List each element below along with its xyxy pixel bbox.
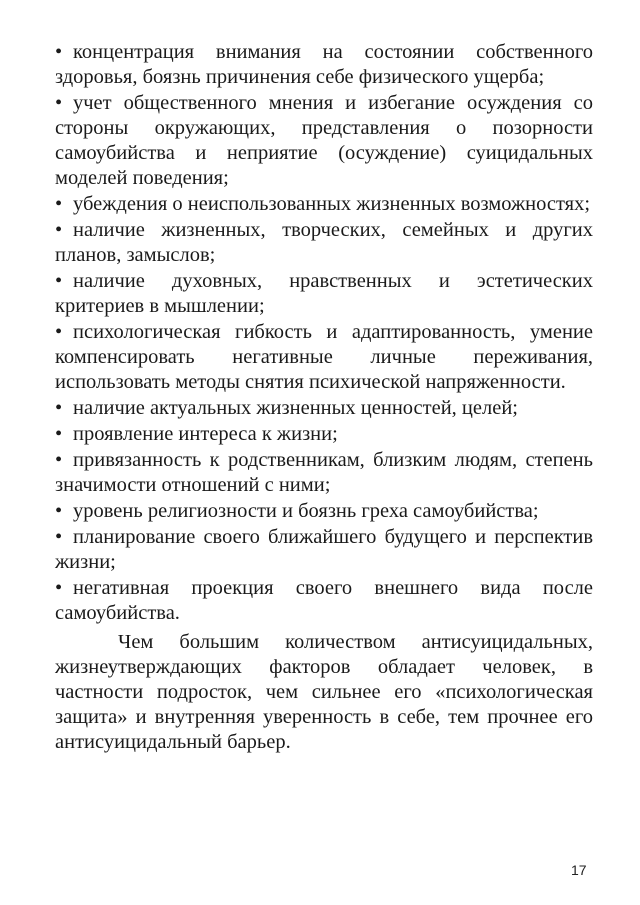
list-item-text: негативная проекция своего внешнего вида после самоубийства. <box>55 577 593 624</box>
list-item <box>55 576 593 626</box>
list-item <box>55 269 593 319</box>
bullet-icon: • <box>55 397 63 419</box>
bullet-icon: • <box>55 270 63 292</box>
list-item-text: психологическая гибкость и адаптированность, умение компенсировать негативные личные переживания, использовать методы снятия психической напряженности. <box>55 321 593 393</box>
bullet-icon: • <box>55 92 63 114</box>
bullet-icon: • <box>55 500 63 522</box>
bullet-icon: • <box>55 449 63 471</box>
list-item <box>55 396 593 421</box>
list-item <box>55 40 593 90</box>
body-paragraph: Чем большим количеством антисуицидальных, жизнеутверждающих факторов обладает человек, в частности подросток, чем сильнее его «психологическая защита» и внутренняя уверенность в себе, тем прочнее его антисуицидальный барьер. <box>55 631 593 753</box>
list-item <box>55 499 593 524</box>
bullet-icon: • <box>55 193 63 215</box>
bullet-icon: • <box>55 321 63 343</box>
list-item-text: наличие духовных, нравственных и эстетических критериев в мышлении; <box>55 270 593 317</box>
list-item <box>55 218 593 268</box>
bullet-icon: • <box>55 41 63 63</box>
list-item-text: уровень религиозности и боязнь греха самоубийства; <box>73 500 539 522</box>
bullet-icon: • <box>55 219 63 241</box>
list-item-text: привязанность к родственникам, близким людям, степень значимости отношений с ними; <box>55 449 593 496</box>
list-item-text: наличие жизненных, творческих, семейных и других планов, замыслов; <box>55 219 593 266</box>
bullet-icon: • <box>55 526 63 548</box>
bullet-icon: • <box>55 423 63 445</box>
list-item <box>55 320 593 395</box>
list-item-text: учет общественного мнения и избегание осуждения со стороны окружающих, представления о позорности самоубийства и неприятие (осуждение) суицидальных моделей поведения; <box>55 92 593 189</box>
bullet-list <box>55 40 593 626</box>
list-item <box>55 422 593 447</box>
list-item-text: наличие актуальных жизненных ценностей, целей; <box>73 397 518 419</box>
list-item-text: концентрация внимания на состоянии собственного здоровья, боязнь причинения себе физического ущерба; <box>55 41 593 88</box>
document-page <box>55 40 593 755</box>
list-item <box>55 525 593 575</box>
bullet-icon: • <box>55 577 63 599</box>
list-item <box>55 91 593 191</box>
page-number: 17 <box>571 862 587 878</box>
list-item <box>55 192 593 217</box>
list-item <box>55 448 593 498</box>
list-item-text: проявление интереса к жизни; <box>73 423 338 445</box>
list-item-text: убеждения о неиспользованных жизненных возможностях; <box>73 193 591 215</box>
list-item-text: планирование своего ближайшего будущего и перспектив жизни; <box>55 526 593 573</box>
